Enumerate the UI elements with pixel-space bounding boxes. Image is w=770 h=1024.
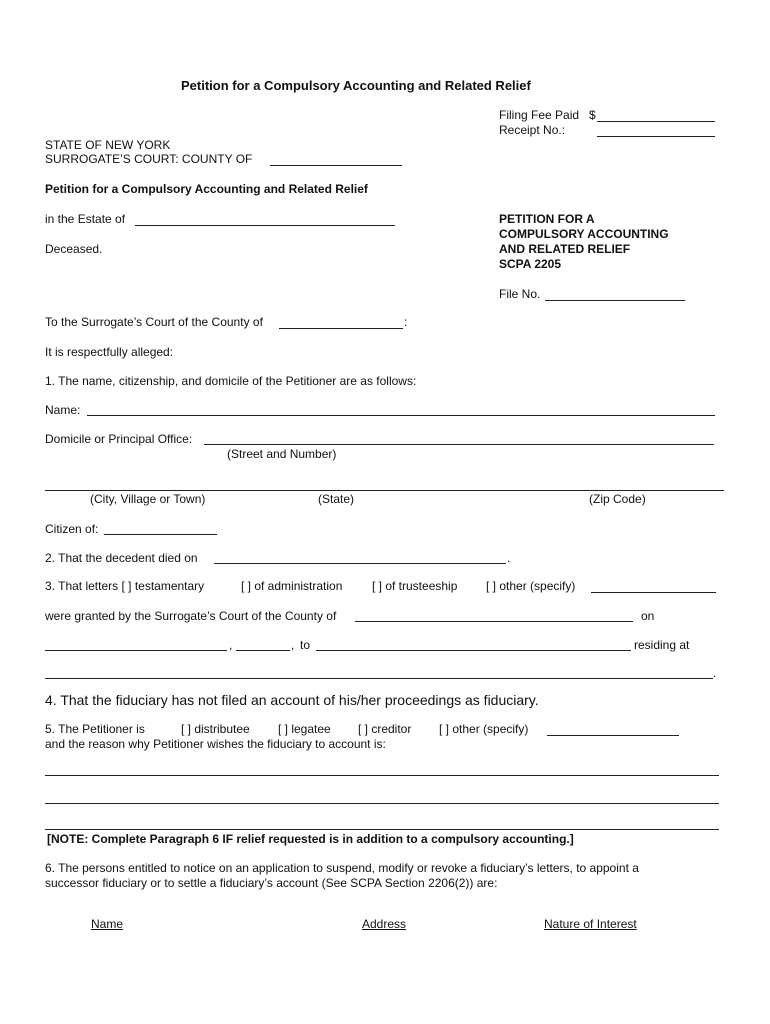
receipt-label: Receipt No.:: [499, 123, 566, 137]
domicile-label: Domicile or Principal Office:: [45, 432, 193, 446]
state-caption: (State): [318, 492, 355, 506]
column-name-header: Name: [91, 917, 124, 931]
city-caption: (City, Village or Town): [90, 492, 206, 506]
domicile-street-field[interactable]: [204, 444, 714, 445]
page-title: Petition for a Compulsory Accounting and Related Relief: [181, 78, 531, 93]
state-line: STATE OF NEW YORK: [45, 138, 171, 152]
estate-label: in the Estate of: [45, 212, 126, 226]
option-other-letters[interactable]: [ ] other (specify): [486, 579, 576, 593]
option-distributee[interactable]: [ ] distributee: [181, 722, 250, 736]
to-court-colon: :: [404, 315, 408, 329]
option-administration[interactable]: [ ] of administration: [241, 579, 343, 593]
granted-label: were granted by the Surrogate’s Court of the County of: [45, 609, 337, 623]
para-1: 1. The name, citizenship, and domicile of the Petitioner are as follows:: [45, 374, 417, 388]
to-label: to: [300, 638, 311, 652]
grant-year-field[interactable]: [236, 650, 290, 651]
zip-caption: (Zip Code): [589, 492, 646, 506]
column-interest-header: Nature of Interest: [544, 917, 637, 931]
reason-line-2[interactable]: [45, 803, 719, 804]
para-2-period: .: [507, 551, 511, 565]
para-6-line-2: successor fiduciary or to settle a fiduciary’s account (See SCPA Section 2206(2)) are:: [45, 876, 498, 890]
receipt-field[interactable]: [597, 136, 715, 137]
death-date-field[interactable]: [214, 563, 506, 564]
court-line: SURROGATE’S COURT: COUNTY OF: [45, 152, 253, 166]
comma-2: ,: [291, 638, 295, 652]
filing-fee-field[interactable]: [597, 121, 715, 122]
alleged-text: It is respectfully alleged:: [45, 345, 174, 359]
side-heading-line-2: COMPULSORY ACCOUNTING: [499, 227, 669, 241]
other-petitioner-field[interactable]: [547, 735, 679, 736]
para-6-line-1: 6. The persons entitled to notice on an application to suspend, modify or revoke a fiduciary’s letters, to appoint a: [45, 861, 639, 875]
side-heading-line-1: PETITION FOR A: [499, 212, 595, 226]
para-2: 2. That the decedent died on: [45, 551, 198, 565]
fiduciary-name-field[interactable]: [316, 650, 631, 651]
file-no-label: File No.: [499, 287, 541, 301]
reason-line-1[interactable]: [45, 775, 719, 776]
filing-fee-symbol: $: [589, 108, 596, 122]
option-trusteeship[interactable]: [ ] of trusteeship: [372, 579, 458, 593]
granted-county-field[interactable]: [355, 621, 633, 622]
citizen-label: Citizen of:: [45, 522, 99, 536]
comma-1: ,: [229, 638, 233, 652]
option-other-petitioner[interactable]: [ ] other (specify): [439, 722, 529, 736]
side-heading-line-4: SCPA 2205: [499, 257, 562, 271]
citizen-field[interactable]: [104, 534, 217, 535]
residing-label: residing at: [634, 638, 690, 652]
side-heading-line-3: AND RELATED RELIEF: [499, 242, 631, 256]
caption-title: Petition for a Compulsory Accounting and Related Relief: [45, 182, 368, 196]
column-address-header: Address: [362, 917, 407, 931]
other-letters-field[interactable]: [591, 592, 716, 593]
fiduciary-address-field[interactable]: [45, 678, 713, 679]
on-label: on: [641, 609, 655, 623]
to-court-label: To the Surrogate’s Court of the County of: [45, 315, 263, 329]
option-creditor[interactable]: [ ] creditor: [358, 722, 412, 736]
filing-fee-label: Filing Fee Paid: [499, 108, 580, 122]
street-caption: (Street and Number): [227, 447, 337, 461]
para-4: 4. That the fiduciary has not filed an account of his/her proceedings as fiduciary.: [45, 692, 539, 708]
file-no-field[interactable]: [545, 300, 685, 301]
county-field[interactable]: [270, 165, 402, 166]
para-3-testamentary: 3. That letters [ ] testamentary: [45, 579, 205, 593]
grant-date-field[interactable]: [45, 650, 227, 651]
name-label: Name:: [45, 403, 81, 417]
to-court-county-field[interactable]: [279, 328, 403, 329]
estate-name-field[interactable]: [135, 225, 395, 226]
residing-period: .: [713, 666, 717, 680]
petitioner-name-field[interactable]: [87, 415, 715, 416]
para-5-start: 5. The Petitioner is: [45, 722, 145, 736]
para-5-reason: and the reason why Petitioner wishes the fiduciary to account is:: [45, 737, 386, 751]
option-legatee[interactable]: [ ] legatee: [278, 722, 331, 736]
deceased-label: Deceased.: [45, 242, 103, 256]
note-text: [NOTE: Complete Paragraph 6 IF relief requested is in addition to a compulsory accounting.]: [47, 832, 574, 846]
domicile-city-field[interactable]: [45, 490, 724, 491]
reason-line-3[interactable]: [45, 829, 719, 830]
